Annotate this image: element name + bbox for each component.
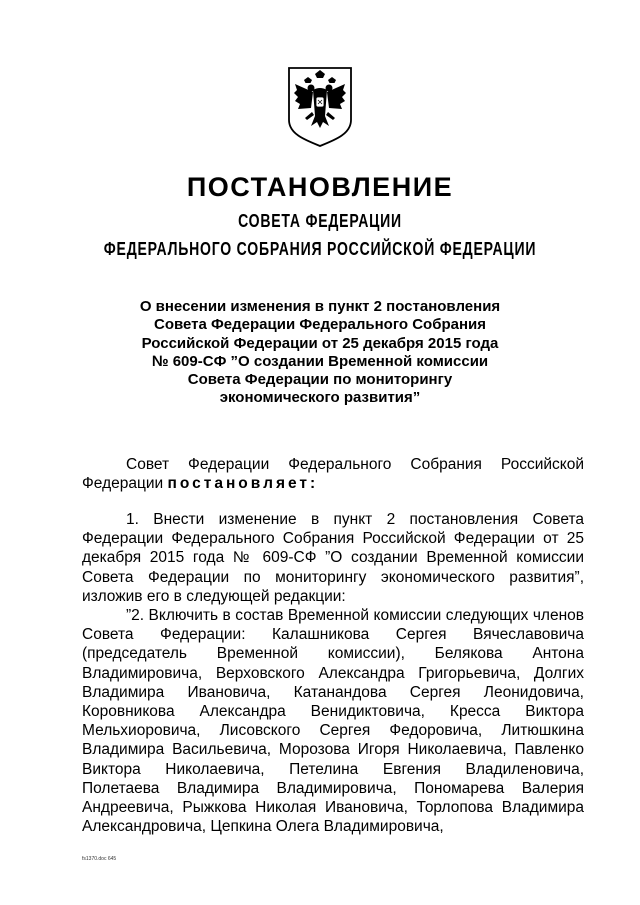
subject-line: Совета Федерации Федерального Собрания [153,316,487,334]
preamble-text: Совет Федерации Федерального Собрания Российской Федерации [82,456,584,493]
resolves-keyword: постановляет: [167,475,319,493]
subject-line: Совета Федерации по мониторингу [187,371,453,389]
clause-2-paragraph: ”2. Включить в состав Временной комиссии следующих членов Совета Федерации: Калашникова Сергея Вячеславовича (председатель Временной комиссии), Белякова Антона Владимировича, Верховского Александра Григорьевича, Долгих Владимира Ивановича, Катанандова Сергея Леонидовича, Коровникова Александра Венидиктовича, Кресса Виктора Мельхиоровича, Лисовского Сергея Федоровича, Литюшкина Владимира Васильевича, Морозова Игоря Николаевича, Павленко Виктора Николаевича, Петелина Евгения Владиленовича, Полетаева Владимира Владимировича, Пономарева Валерия Андреевича, Рыжкова Николая Ивановича, Торлопова Владимира Александровича, Цепкина Олега Владимировича, [82,607,584,836]
preamble-paragraph [82,455,584,493]
issuer-line-1: СОВЕТА ФЕДЕРАЦИИ [238,211,402,231]
coat-of-arms-icon [285,64,355,150]
subject-line: Российской Федерации от 25 декабря 2015 года [141,334,499,352]
subject-line: экономического развития” [219,389,421,407]
clause-1-paragraph: 1. Внести изменение в пункт 2 постановления Совета Федерации Федерального Собрания Российской Федерации от 25 декабря 2015 года № 609-СФ ”О создании Временной комиссии Совета Федерации по мониторингу экономического развития”, изложив его в следующей редакции: [82,511,584,605]
file-reference: fs1370.doc 645 [82,856,117,862]
subject-line: № 609-СФ ”О создании Временной комиссии [151,352,489,370]
document-subject [100,298,540,408]
issuer-line-2: ФЕДЕРАЛЬНОГО СОБРАНИЯ РОССИЙСКОЙ ФЕДЕРАЦИИ [103,239,537,259]
document-type-title: ПОСТАНОВЛЕНИЕ [186,172,454,202]
subject-line: О внесении изменения в пункт 2 постановления [139,298,501,315]
